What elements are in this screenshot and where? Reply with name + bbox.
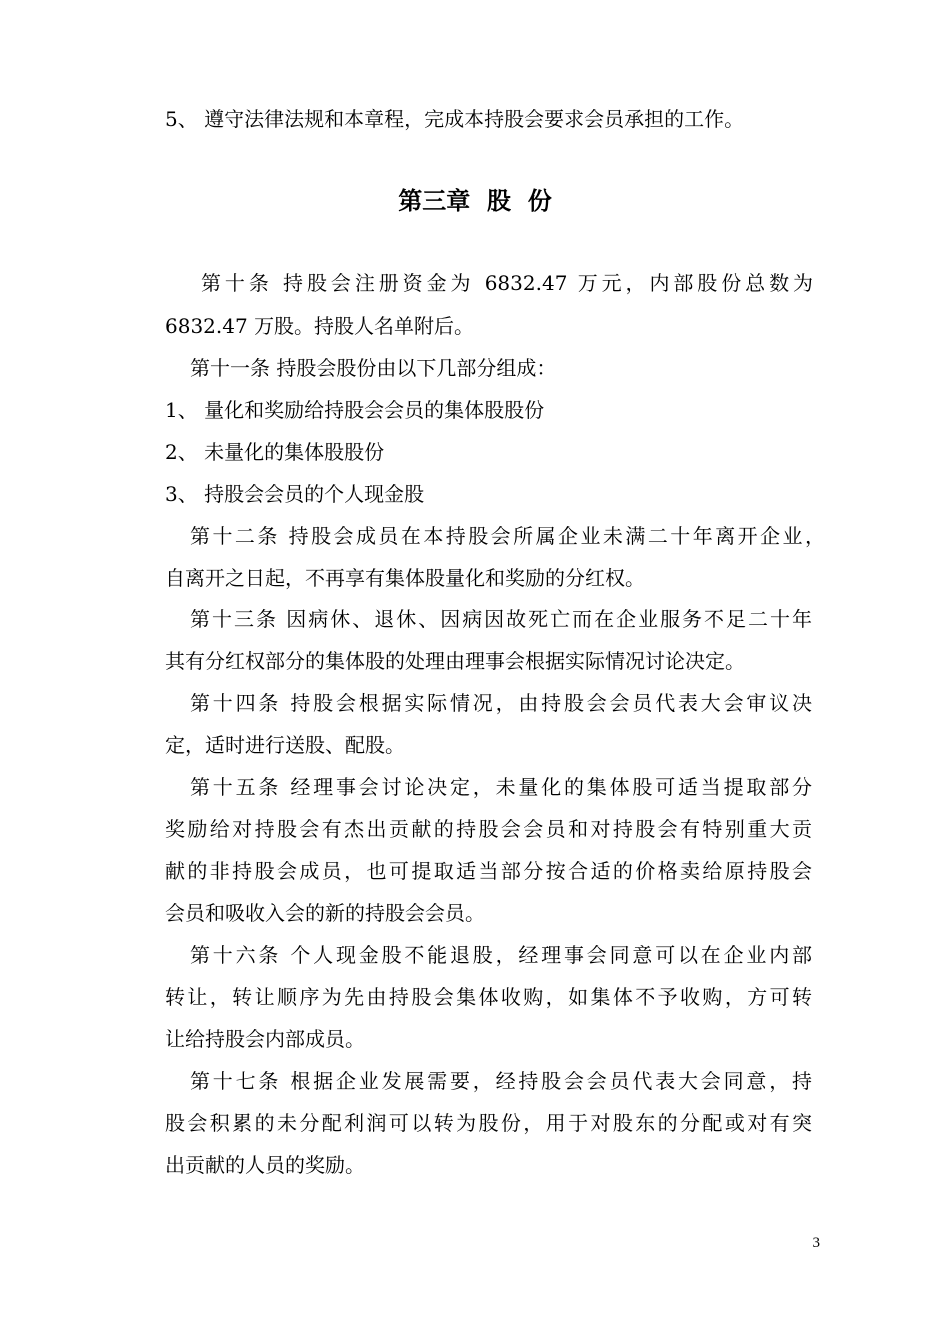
- share-item-3: 3、 持股会会员的个人现金股: [165, 482, 425, 506]
- article-15-line-4: 会员和吸收入会的新的持股会会员。: [165, 901, 485, 925]
- article-15-line-1: 第十五条 经理事会讨论决定，未量化的集体股可适当提取部分: [190, 775, 812, 799]
- article-15-line-2: 奖励给对持股会有杰出贡献的持股会会员和对持股会有特别重大贡: [165, 817, 812, 841]
- list-item-5: 5、 遵守法律法规和本章程，完成本持股会要求会员承担的工作。: [165, 107, 745, 131]
- article-17-line-2: 股会积累的未分配利润可以转为股份，用于对股东的分配或对有突: [165, 1111, 812, 1135]
- article-14-line-1: 第十四条 持股会根据实际情况，由持股会会员代表大会审议决: [190, 691, 812, 715]
- share-item-1: 1、 量化和奖励给持股会会员的集体股股份: [165, 398, 545, 422]
- article-17-line-3: 出贡献的人员的奖励。: [165, 1153, 365, 1177]
- share-item-2: 2、 未量化的集体股股份: [165, 440, 385, 464]
- article-13-line-2: 其有分红权部分的集体股的处理由理事会根据实际情况讨论决定。: [165, 649, 745, 673]
- page-number: 3: [812, 1235, 820, 1251]
- article-17-line-1: 第十七条 根据企业发展需要，经持股会会员代表大会同意，持: [190, 1069, 812, 1093]
- article-16-line-3: 让给持股会内部成员。: [165, 1027, 365, 1051]
- chapter-title: 第三章 股 份: [398, 187, 552, 215]
- article-11-heading: 第十一条 持股会股份由以下几部分组成：: [190, 356, 557, 380]
- article-16-line-1: 第十六条 个人现金股不能退股，经理事会同意可以在企业内部: [190, 943, 812, 967]
- article-10-line-2: 6832.47 万股。持股人名单附后。: [165, 314, 475, 338]
- article-12-line-1: 第十二条 持股会成员在本持股会所属企业未满二十年离开企业，: [190, 524, 825, 548]
- article-13-line-1: 第十三条 因病休、退休、因病因故死亡而在企业服务不足二十年: [190, 607, 812, 631]
- article-14-line-2: 定，适时进行送股、配股。: [165, 733, 405, 757]
- article-16-line-2: 转让，转让顺序为先由持股会集体收购，如集体不予收购，方可转: [165, 985, 812, 1009]
- article-10-line-1: 第十条 持股会注册资金为 6832.47 万元，内部股份总数为: [201, 271, 813, 295]
- article-12-line-2: 自离开之日起，不再享有集体股量化和奖励的分红权。: [165, 566, 645, 590]
- article-15-line-3: 献的非持股会成员，也可提取适当部分按合适的价格卖给原持股会: [165, 859, 812, 883]
